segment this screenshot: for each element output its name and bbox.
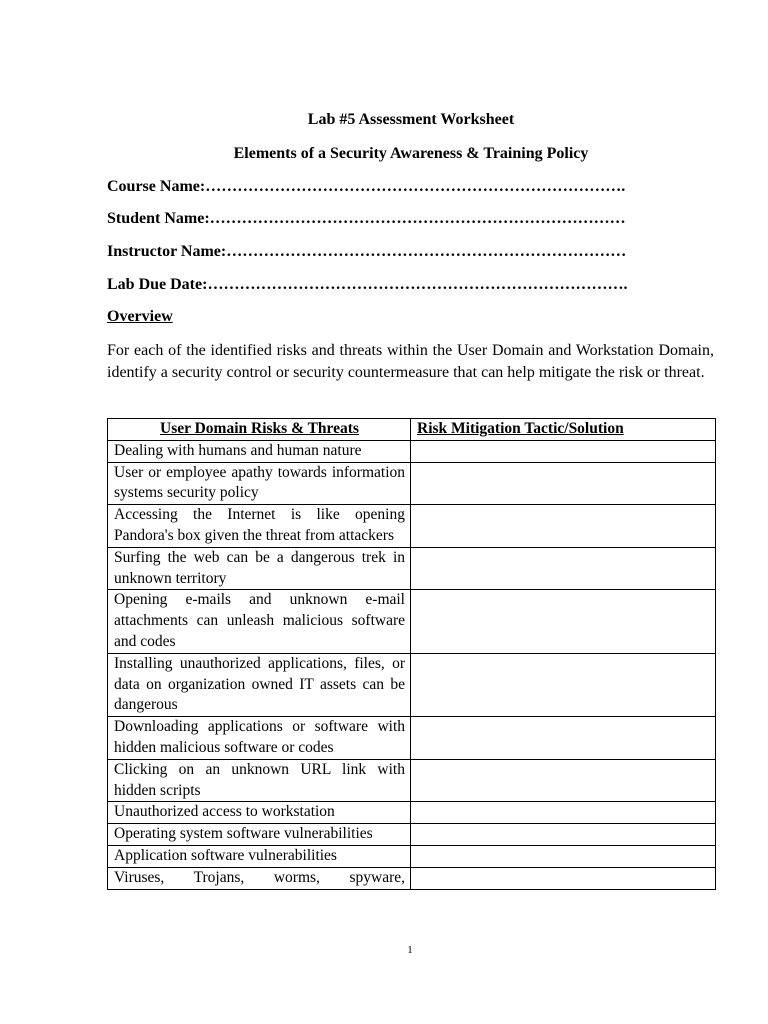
document-title: Lab #5 Assessment Worksheet [307, 111, 515, 128]
mitigation-cell[interactable] [411, 759, 716, 802]
overview-heading: Overview [107, 308, 173, 325]
risk-cell: Opening e-mails and unknown e-mail attachments can unleash malicious software and codes [108, 590, 411, 653]
instructor-name-field: Instructor Name:………………………………………………………………… [107, 243, 627, 260]
risk-cell: Operating system software vulnerabilities [108, 824, 411, 846]
mitigation-cell[interactable] [411, 802, 716, 824]
student-name-field: Student Name:…………………………………………………………………… [107, 210, 626, 227]
table-row [108, 547, 716, 590]
table-row [108, 845, 716, 867]
lab-due-date-field: Lab Due Date:……………………………………………………………………. [107, 276, 628, 293]
table-row [108, 440, 716, 462]
mitigation-cell[interactable] [411, 824, 716, 846]
risk-cell: Clicking on an unknown URL link with hidden scripts [108, 759, 411, 802]
table-row [108, 505, 716, 548]
mitigation-cell[interactable] [411, 505, 716, 548]
risk-cell: Surfing the web can be a dangerous trek in unknown territory [108, 547, 411, 590]
table-row [108, 653, 716, 716]
risk-cell: Dealing with humans and human nature [108, 440, 411, 462]
table-row [108, 759, 716, 802]
table-row [108, 462, 716, 505]
table-row [108, 590, 716, 653]
header-mitigation: Risk Mitigation Tactic/Solution [411, 419, 716, 441]
risk-cell: Application software vulnerabilities [108, 845, 411, 867]
risk-cell: Accessing the Internet is like opening Pandora's box given the threat from attackers [108, 505, 411, 548]
page-number: 1 [407, 944, 413, 956]
mitigation-cell[interactable] [411, 845, 716, 867]
risk-cell: Unauthorized access to workstation [108, 802, 411, 824]
mitigation-cell[interactable] [411, 867, 716, 889]
table-row [108, 802, 716, 824]
risk-table [107, 418, 716, 890]
table-header-row [108, 419, 716, 441]
risk-cell: Downloading applications or software with hidden malicious software or codes [108, 717, 411, 760]
mitigation-cell[interactable] [411, 717, 716, 760]
document-subtitle: Elements of a Security Awareness & Training Policy [233, 145, 589, 162]
mitigation-cell[interactable] [411, 590, 716, 653]
risk-cell: Installing unauthorized applications, files, or data on organization owned IT assets can be dangerous [108, 653, 411, 716]
mitigation-cell[interactable] [411, 547, 716, 590]
course-name-field: Course Name:……………………………………………………………………. [107, 178, 626, 195]
mitigation-cell[interactable] [411, 440, 716, 462]
table-row [108, 824, 716, 846]
risk-cell: User or employee apathy towards information systems security policy [108, 462, 411, 505]
header-risks: User Domain Risks & Threats [108, 419, 411, 441]
mitigation-cell[interactable] [411, 653, 716, 716]
risk-cell: Viruses, Trojans, worms, spyware, [108, 867, 411, 889]
table-row [108, 867, 716, 889]
overview-text: For each of the identified risks and threats within the User Domain and Workstation Domain, identify a security control or security countermeasure that can help mitigate the risk or threat. [107, 342, 714, 381]
mitigation-cell[interactable] [411, 462, 716, 505]
table-row [108, 717, 716, 760]
